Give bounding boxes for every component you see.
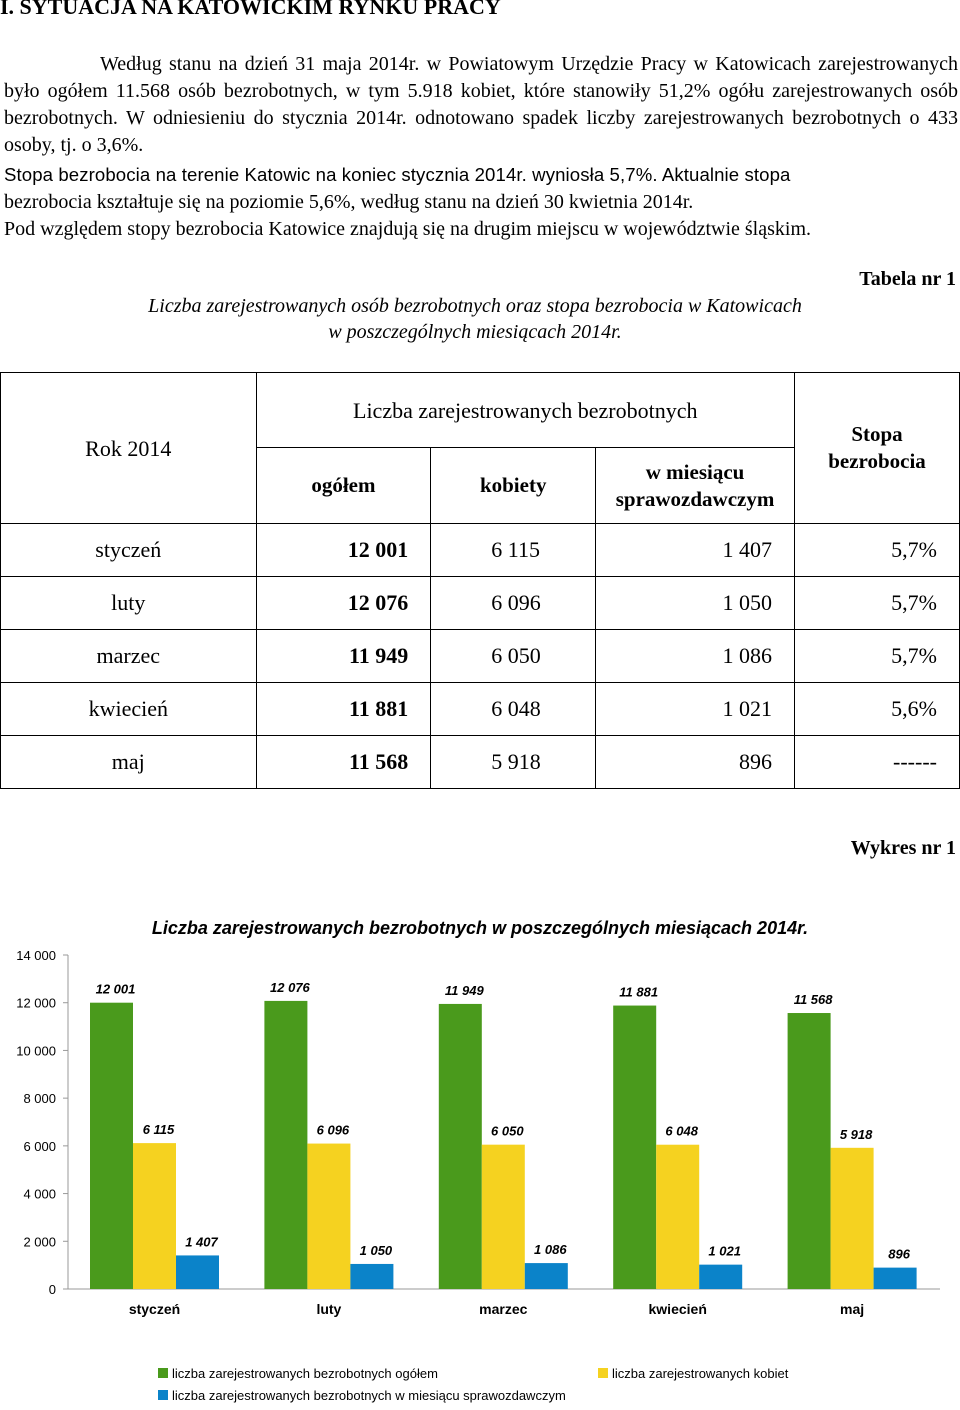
cell-rate: 5,7% <box>794 524 959 577</box>
cell-rate: 5,7% <box>794 577 959 630</box>
data-label: 6 050 <box>491 1123 524 1139</box>
bar-reported <box>699 1265 742 1289</box>
data-label: 896 <box>888 1246 910 1262</box>
y-tick-label: 12 000 <box>16 995 56 1011</box>
chart-title: Liczba zarejestrowanych bezrobotnych w poszczególnych miesiącach 2014r. <box>151 918 809 938</box>
bar-women <box>482 1145 525 1289</box>
header-total: ogółem <box>256 448 431 524</box>
cell-rate: 5,7% <box>794 630 959 683</box>
y-tick-label: 4 000 <box>23 1186 56 1202</box>
x-tick-label: marzec <box>479 1301 528 1317</box>
data-label: 12 076 <box>270 979 310 995</box>
table-row <box>1 577 960 630</box>
data-label: 1 050 <box>359 1242 393 1258</box>
table-row <box>1 630 960 683</box>
paragraph-ranking: Pod względem stopy bezrobocia Katowice znajdują się na drugim miejscu w województwie śląskim. <box>4 218 812 240</box>
bar-total <box>439 1004 482 1289</box>
bar-total <box>613 1006 656 1289</box>
y-tick-label: 2 000 <box>23 1234 56 1250</box>
bar-women <box>133 1143 176 1289</box>
data-label: 6 115 <box>142 1122 175 1138</box>
cell-month: styczeń <box>1 524 257 577</box>
data-label: 5 918 <box>839 1126 873 1142</box>
legend-label: liczba zarejestrowanych bezrobotnych ogółem <box>172 1366 438 1381</box>
section-title: I. SYTUACJA NA KATOWICKIM RYNKU PRACY <box>0 0 501 19</box>
data-label: 11 568 <box>793 992 833 1008</box>
data-label: 12 001 <box>95 981 136 997</box>
cell-total: 11 568 <box>256 736 431 789</box>
y-tick-label: 8 000 <box>23 1091 56 1107</box>
cell-rate: 5,6% <box>794 683 959 736</box>
bar-women <box>656 1145 699 1289</box>
data-label: 11 949 <box>444 982 484 998</box>
cell-reported: 896 <box>596 736 795 789</box>
data-label: 6 096 <box>316 1122 350 1138</box>
table-caption <box>0 293 950 345</box>
data-label: 1 407 <box>185 1234 218 1250</box>
cell-reported: 1 021 <box>596 683 795 736</box>
cell-reported: 1 086 <box>596 630 795 683</box>
paragraph-rate-april: bezrobocia kształtuje się na poziomie 5,6%, według stanu na dzień 30 kwietnia 2014r. <box>4 191 694 213</box>
cell-total: 11 949 <box>256 630 431 683</box>
y-tick-label: 10 000 <box>16 1043 56 1059</box>
table-row <box>1 683 960 736</box>
header-year: Rok 2014 <box>1 373 257 524</box>
cell-women: 6 115 <box>431 524 596 577</box>
x-tick-label: luty <box>316 1301 342 1317</box>
cell-women: 6 048 <box>431 683 596 736</box>
x-tick-label: styczeń <box>128 1301 181 1317</box>
legend-label: liczba zarejestrowanych kobiet <box>612 1366 789 1381</box>
cell-reported: 1 407 <box>596 524 795 577</box>
table-caption-line2: w poszczególnych miesiącach 2014r. <box>328 321 622 343</box>
bar-total <box>788 1013 831 1289</box>
chart-label: Wykres nr 1 <box>850 837 956 859</box>
bar-reported <box>874 1268 917 1289</box>
legend-swatch <box>158 1390 168 1400</box>
cell-rate: ------ <box>794 736 959 789</box>
bar-reported <box>176 1255 219 1289</box>
unemployment-table <box>0 372 960 783</box>
x-tick-label: kwiecień <box>648 1301 707 1317</box>
cell-women: 6 050 <box>431 630 596 683</box>
legend-label: liczba zarejestrowanych bezrobotnych w miesiącu sprawozdawczym <box>172 1388 566 1403</box>
paragraph-rate-january: Stopa bezrobocia na terenie Katowic na koniec stycznia 2014r. wyniosła 5,7%. Aktualnie stopa <box>4 164 791 185</box>
table-row <box>1 524 960 577</box>
table-label: Tabela nr 1 <box>859 268 956 290</box>
cell-total: 12 001 <box>256 524 431 577</box>
bar-women <box>307 1144 350 1289</box>
cell-total: 12 076 <box>256 577 431 630</box>
header-women: kobiety <box>431 448 596 524</box>
y-tick-label: 0 <box>48 1282 56 1297</box>
cell-month: kwiecień <box>1 683 257 736</box>
legend-swatch <box>158 1368 168 1378</box>
cell-total: 11 881 <box>256 683 431 736</box>
cell-month: luty <box>1 577 257 630</box>
cell-month: maj <box>1 736 257 789</box>
data-label: 1 086 <box>534 1242 567 1258</box>
cell-women: 6 096 <box>431 577 596 630</box>
table-caption-line1: Liczba zarejestrowanych osób bezrobotnych oraz stopa bezrobocia w Katowicach <box>148 295 802 317</box>
table-row <box>1 736 960 789</box>
x-tick-label: maj <box>840 1301 865 1317</box>
data-label: 1 021 <box>708 1243 741 1259</box>
y-tick-label: 14 000 <box>16 948 56 963</box>
header-group: Liczba zarejestrowanych bezrobotnych <box>256 373 794 448</box>
bar-reported <box>525 1263 568 1289</box>
bar-reported <box>350 1264 393 1289</box>
bar-women <box>831 1148 874 1289</box>
cell-reported: 1 050 <box>596 577 795 630</box>
cell-month: marzec <box>1 630 257 683</box>
paragraph-summary: Według stanu na dzień 31 maja 2014r. w Powiatowym Urzędzie Pracy w Katowicach zarejestrowanych było ogółem 11.568 osób bezrobotnych, w tym 5.918 kobiet, które stanowiły 51,2% ogółu zarejestrowanych osób bezrobotnych. W odniesieniu do stycznia 2014r. odnotowano spadek liczby zarejestrowanych bezrobotnych o 433 osoby, tj. o 3,6%. <box>4 53 958 156</box>
bar-total <box>90 1003 133 1289</box>
legend-swatch <box>598 1368 608 1378</box>
data-label: 6 048 <box>665 1123 698 1139</box>
data-label: 11 881 <box>619 984 659 1000</box>
bar-total <box>264 1001 307 1289</box>
cell-women: 5 918 <box>431 736 596 789</box>
header-reported: w miesiącu sprawozdawczym <box>596 448 795 524</box>
y-tick-label: 6 000 <box>23 1138 56 1154</box>
header-rate: Stopa bezrobocia <box>794 373 959 524</box>
bar-chart <box>0 900 960 1405</box>
